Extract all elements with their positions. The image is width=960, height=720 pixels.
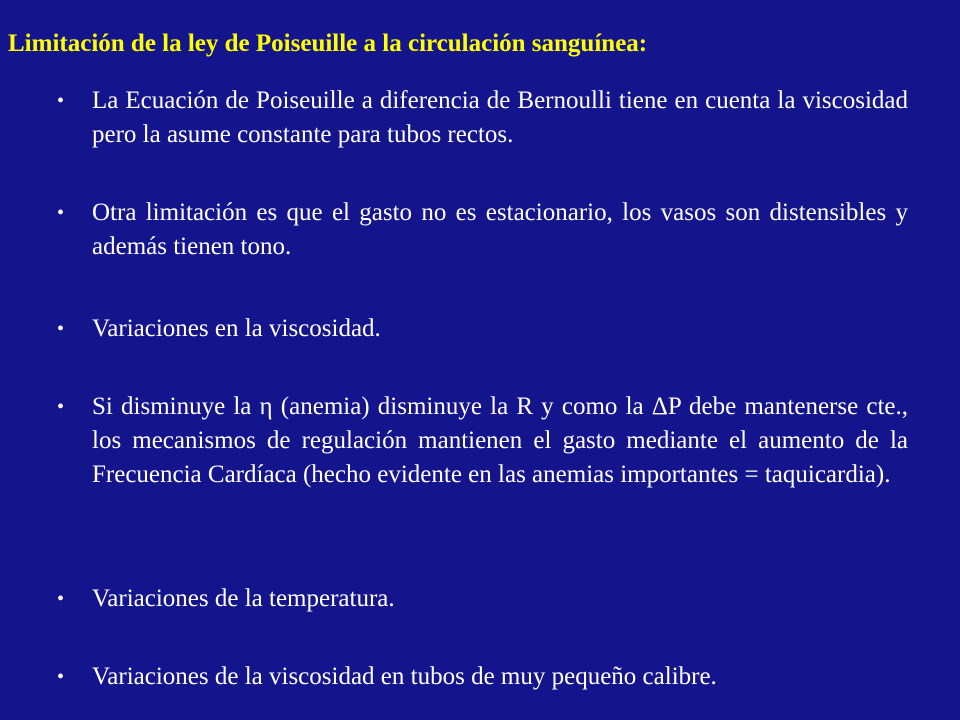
bullet-marker: • xyxy=(57,396,65,418)
bullet-text: Variaciones de la viscosidad en tubos de muy pequeño calibre. xyxy=(92,663,717,690)
bullet-text: Si disminuye la η (anemia) disminuye la R y como la ΔP debe mantenerse cte., los mecanismos de regulación mantienen el gasto mediante el aumento de la Frecuencia Cardíaca (hecho evidente en las anemias importantes = taquicardia). xyxy=(92,393,908,488)
slide-title: Limitación de la ley de Poiseuille a la circulación sanguínea: xyxy=(8,30,648,57)
bullet-marker: • xyxy=(57,588,65,610)
bullet-text: Variaciones de la temperatura. xyxy=(92,585,395,612)
bullet-marker: • xyxy=(57,90,65,112)
bullet-marker: • xyxy=(57,202,65,224)
bullet-marker: • xyxy=(57,666,65,688)
bullet-text: Otra limitación es que el gasto no es estacionario, los vasos son distensibles y además tienen tono. xyxy=(92,199,908,260)
bullet-text: Variaciones en la viscosidad. xyxy=(92,315,381,342)
bullet-marker: • xyxy=(57,318,65,340)
bullet-text: La Ecuación de Poiseuille a diferencia de Bernoulli tiene en cuenta la viscosidad pero la asume constante para tubos rectos. xyxy=(92,87,908,148)
